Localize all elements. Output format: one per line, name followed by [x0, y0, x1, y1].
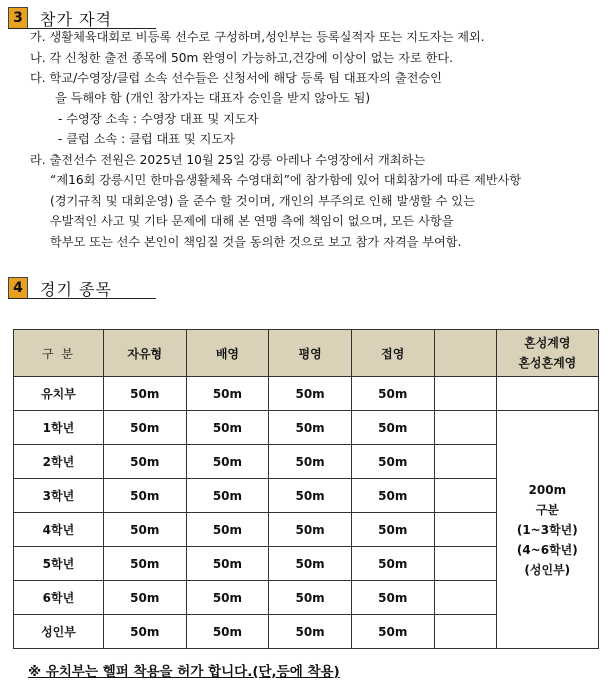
eligibility-line: 우발적인 사고 및 기타 문제에 대해 본 연맹 측에 책임이 없으며, 모든 사항을 [50, 214, 454, 228]
eligibility-line: 을 득해야 함 (개인 참가자는 대표자 승인을 받지 않아도 됨) [55, 91, 371, 105]
section-number-badge: 3 [8, 7, 28, 29]
section-divider [8, 298, 156, 299]
distance-cell: 50m [103, 581, 186, 615]
header-category: 구 분 [14, 330, 104, 377]
distance-cell: 50m [186, 615, 269, 649]
empty-cell [434, 479, 496, 513]
eligibility-line: - 수영장 소속 : 수영장 대표 및 지도자 [58, 112, 259, 126]
distance-cell: 50m [269, 581, 352, 615]
eligibility-line: (경기규칙 및 대회운영) 을 준수 할 것이며, 개인의 부주의로 인해 발생할 수 있는 [50, 194, 475, 208]
empty-cell [434, 513, 496, 547]
distance-cell: 50m [351, 615, 434, 649]
distance-cell: 50m [269, 445, 352, 479]
footnote: ※ 유치부는 헬퍼 착용을 허가 합니다.(단,등에 착용) [28, 664, 340, 680]
distance-cell: 50m [103, 377, 186, 411]
eligibility-line: 다. 학교/수영장/클럽 소속 선수들은 신청서에 해당 등록 팀 대표자의 출전승인 [30, 71, 442, 85]
eligibility-line: “제16회 강릉시민 한마음생활체육 수영대회”에 참가함에 있어 대회참가에 따른 제반사항 [50, 173, 522, 187]
section-title: 참가 자격 [40, 9, 112, 29]
distance-cell: 50m [351, 445, 434, 479]
distance-cell: 50m [351, 377, 434, 411]
distance-cell: 50m [351, 411, 434, 445]
empty-cell [434, 377, 496, 411]
eligibility-line: - 클럽 소속 : 클럽 대표 및 지도자 [58, 132, 235, 146]
section-number-badge: 4 [8, 277, 28, 299]
distance-cell: 50m [103, 411, 186, 445]
row-label: 5학년 [14, 547, 104, 581]
eligibility-line: 가. 생활체육대회로 비등록 선수로 구성하며,성인부는 등록실적자 또는 지도자는 제외. [30, 30, 485, 44]
row-label: 1학년 [14, 411, 104, 445]
distance-cell: 50m [269, 411, 352, 445]
header-blank [434, 330, 496, 377]
distance-cell: 50m [186, 411, 269, 445]
distance-cell: 50m [351, 547, 434, 581]
distance-cell: 50m [103, 479, 186, 513]
row-label: 유치부 [14, 377, 104, 411]
events-table [13, 329, 599, 649]
distance-cell: 50m [103, 513, 186, 547]
eligibility-line: 라. 출전선수 전원은 2025년 10월 25일 강릉 아레나 수영장에서 개최하는 [30, 153, 426, 167]
relay-cell [496, 377, 598, 411]
eligibility-line: 학부모 또는 선수 본인이 책임질 것을 동의한 것으로 보고 참가 자격을 부여함. [50, 235, 462, 249]
distance-cell: 50m [103, 547, 186, 581]
distance-cell: 50m [186, 479, 269, 513]
empty-cell [434, 547, 496, 581]
empty-cell [434, 581, 496, 615]
distance-cell: 50m [103, 615, 186, 649]
header-mixed-relay: 혼성계영 혼성혼계영 [496, 330, 598, 377]
row-label: 4학년 [14, 513, 104, 547]
distance-cell: 50m [351, 513, 434, 547]
row-label: 성인부 [14, 615, 104, 649]
distance-cell: 50m [186, 513, 269, 547]
empty-cell [434, 445, 496, 479]
distance-cell: 50m [186, 547, 269, 581]
table-row [14, 377, 599, 411]
distance-cell: 50m [351, 479, 434, 513]
empty-cell [434, 411, 496, 445]
relay-merged-cell: 200m 구분 (1~3학년) (4~6학년) (성인부) [496, 411, 598, 649]
distance-cell: 50m [269, 547, 352, 581]
distance-cell: 50m [103, 445, 186, 479]
distance-cell: 50m [269, 377, 352, 411]
row-label: 6학년 [14, 581, 104, 615]
distance-cell: 50m [186, 377, 269, 411]
distance-cell: 50m [351, 581, 434, 615]
table-header-row [14, 330, 599, 377]
row-label: 2학년 [14, 445, 104, 479]
distance-cell: 50m [269, 513, 352, 547]
distance-cell: 50m [186, 581, 269, 615]
distance-cell: 50m [186, 445, 269, 479]
row-label: 3학년 [14, 479, 104, 513]
header-breaststroke: 평영 [269, 330, 352, 377]
header-freestyle: 자유형 [103, 330, 186, 377]
section-title: 경기 종목 [40, 279, 112, 299]
eligibility-line: 나. 각 신청한 출전 종목에 50m 완영이 가능하고,건강에 이상이 없는 자로 한다. [30, 51, 454, 65]
section-4-header [8, 276, 112, 300]
empty-cell [434, 615, 496, 649]
distance-cell: 50m [269, 615, 352, 649]
distance-cell: 50m [269, 479, 352, 513]
header-backstroke: 배영 [186, 330, 269, 377]
table-row [14, 411, 599, 445]
header-butterfly: 접영 [351, 330, 434, 377]
